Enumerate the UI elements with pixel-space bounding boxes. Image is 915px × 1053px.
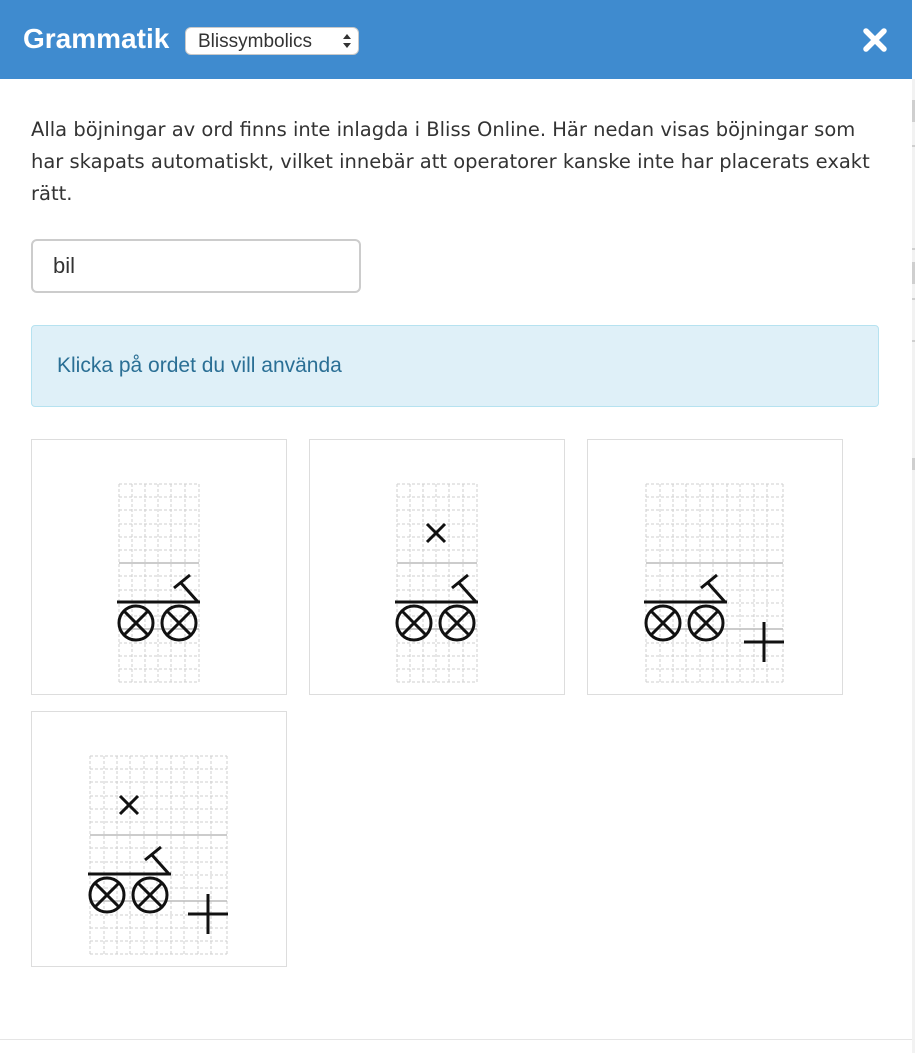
symbol-grid	[646, 484, 783, 682]
bliss-symbol-car-definite	[588, 440, 842, 694]
bliss-symbol-car	[32, 440, 286, 694]
inflection-card[interactable]	[31, 711, 287, 967]
language-select[interactable]	[185, 27, 359, 55]
dialog-footer-divider	[0, 1039, 912, 1040]
inflection-card[interactable]	[31, 439, 287, 695]
info-alert-text: Klicka på ordet du vill använda	[57, 354, 342, 377]
info-alert	[31, 325, 879, 407]
bliss-symbol-car-plural-definite	[32, 712, 286, 966]
language-select-value: Blissymbolics	[198, 31, 313, 52]
select-arrows-icon	[342, 31, 352, 51]
inflection-card[interactable]	[309, 439, 565, 695]
symbol-grid	[119, 484, 199, 682]
search-input[interactable]	[31, 239, 361, 293]
plural-operator	[120, 796, 138, 814]
close-icon	[861, 26, 889, 54]
dialog-header	[0, 0, 912, 79]
symbol-grid	[90, 756, 227, 954]
dialog-title: Grammatik	[23, 23, 170, 54]
symbol-grid	[397, 484, 477, 682]
bliss-symbol-car-plural	[310, 440, 564, 694]
close-button[interactable]	[861, 26, 889, 54]
inflection-card[interactable]	[587, 439, 843, 695]
description-text: Alla böjningar av ord finns inte inlagda i Bliss Online. Här nedan visas böjningar som har skapats automatiskt, vilket innebär att operatorer kanske inte har placerats exakt rätt.	[31, 118, 870, 205]
